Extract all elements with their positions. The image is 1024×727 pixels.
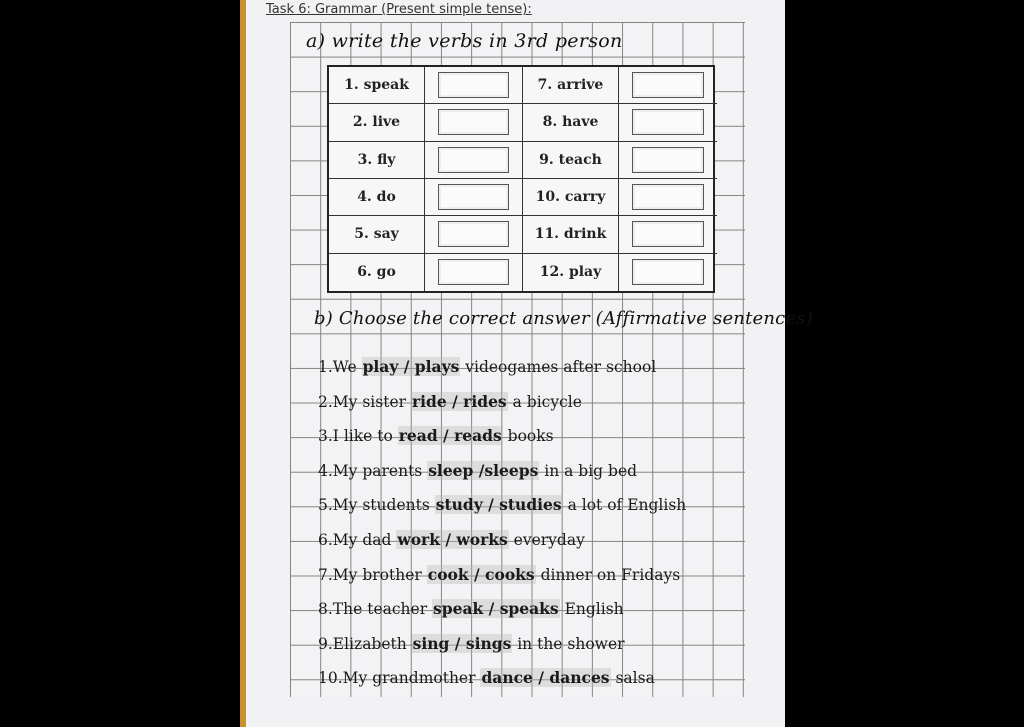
sentence-number: 4. xyxy=(318,461,333,480)
sentence-number: 6. xyxy=(318,530,333,549)
verb-answer-cell xyxy=(425,216,523,253)
verb-answer-box[interactable] xyxy=(632,147,705,173)
verb-answer-cell xyxy=(425,67,523,104)
verb-answer-box[interactable] xyxy=(632,221,705,247)
sentence-start: The teacher xyxy=(332,600,433,619)
sentence-end: videogames after school xyxy=(460,358,657,376)
verb-label: 10. carry xyxy=(523,179,619,216)
verb-choice[interactable]: sleep /sleeps xyxy=(428,460,539,480)
verb-choice[interactable]: cook / cooks xyxy=(427,564,535,584)
sentence-item xyxy=(318,665,738,700)
sentence-start: My sister xyxy=(332,392,411,411)
verb-choice[interactable]: read / reads xyxy=(398,426,502,446)
section-a-title: a) write the verbs in 3rd person xyxy=(306,30,623,52)
sentence-number: 2. xyxy=(318,392,333,411)
verb-answer-box[interactable] xyxy=(632,72,705,98)
sentence-item xyxy=(318,562,738,597)
sentence-end: English xyxy=(559,600,624,619)
verb-answer-cell xyxy=(425,254,523,291)
sentence-end: a lot of English xyxy=(562,496,687,515)
verb-answer-cell xyxy=(619,179,717,216)
sentence-number: 5. xyxy=(318,496,333,515)
verb-label: 8. have xyxy=(523,104,619,141)
sentence-start: I like to xyxy=(332,427,398,446)
sentence-start: My brother xyxy=(332,565,427,584)
task-title: Task 6: Grammar (Present simple tense): xyxy=(266,2,532,17)
section-b-title: b) Choose the correct answer (Affirmative sentences) xyxy=(314,308,813,329)
verb-answer-box[interactable] xyxy=(438,184,510,210)
verb-label: 2. live xyxy=(329,104,425,141)
sentence-number: 1. xyxy=(318,358,333,376)
verb-answer-box[interactable] xyxy=(438,221,510,247)
verb-choice[interactable]: play / plays xyxy=(362,357,460,376)
sentence-start: My students xyxy=(332,496,435,515)
sentence-item xyxy=(318,527,738,562)
verb-answer-cell xyxy=(619,67,717,104)
verb-choice[interactable]: ride / rides xyxy=(411,391,507,411)
verb-answer-cell xyxy=(619,216,717,253)
sentence-item xyxy=(318,354,738,389)
verb-label: 6. go xyxy=(329,254,425,291)
verb-label: 4. do xyxy=(329,179,425,216)
sentence-item xyxy=(318,458,738,493)
verb-answer-box[interactable] xyxy=(632,109,705,135)
verb-choice[interactable]: work / works xyxy=(397,529,508,549)
sentence-start: My parents xyxy=(332,461,428,480)
verb-label: 9. teach xyxy=(523,142,619,179)
verb-choice[interactable]: sing / sings xyxy=(412,633,512,653)
verb-label: 5. say xyxy=(329,216,425,253)
verb-answer-cell xyxy=(425,142,523,179)
verb-answer-cell xyxy=(619,254,717,291)
verb-answer-box[interactable] xyxy=(438,259,510,285)
sentence-list xyxy=(318,354,738,700)
sentence-number: 7. xyxy=(318,565,333,584)
verb-answer-cell xyxy=(425,104,523,141)
sentence-start: My dad xyxy=(332,530,397,549)
sentence-item xyxy=(318,423,738,458)
sentence-end: in the shower xyxy=(512,634,625,653)
sentence-number: 9. xyxy=(318,634,333,653)
sentence-start: We xyxy=(332,358,362,376)
sentence-end: in a big bed xyxy=(539,461,638,480)
sentence-end: books xyxy=(502,427,554,446)
verb-choice[interactable]: dance / dances xyxy=(481,668,610,688)
verb-answer-cell xyxy=(619,142,717,179)
sentence-number: 8. xyxy=(318,600,333,619)
verb-answer-box[interactable] xyxy=(632,184,705,210)
sentence-end: salsa xyxy=(610,669,655,688)
sentence-item xyxy=(318,631,738,666)
sentence-end: everyday xyxy=(508,530,585,549)
verb-answer-box[interactable] xyxy=(438,109,510,135)
verb-answer-cell xyxy=(619,104,717,141)
verb-answer-box[interactable] xyxy=(438,147,510,173)
sentence-number: 3. xyxy=(318,427,333,446)
verb-label: 12. play xyxy=(523,254,619,291)
verb-answer-box[interactable] xyxy=(632,259,705,285)
sentence-number: 10. xyxy=(318,669,343,688)
verb-label: 3. fly xyxy=(329,142,425,179)
sentence-item xyxy=(318,492,738,527)
sentence-end: a bicycle xyxy=(507,392,582,411)
sentence-start: Elizabeth xyxy=(332,634,412,653)
verb-label: 7. arrive xyxy=(523,67,619,104)
sentence-item xyxy=(318,389,738,424)
sentence-start: My grandmother xyxy=(342,669,481,688)
sentence-item xyxy=(318,596,738,631)
verb-answer-box[interactable] xyxy=(438,72,510,98)
verbs-table xyxy=(327,65,715,293)
verb-label: 11. drink xyxy=(523,216,619,253)
sentence-end: dinner on Fridays xyxy=(535,565,681,584)
verb-answer-cell xyxy=(425,179,523,216)
verb-choice[interactable]: study / studies xyxy=(435,495,562,515)
verb-choice[interactable]: speak / speaks xyxy=(433,599,559,619)
verb-label: 1. speak xyxy=(329,67,425,104)
